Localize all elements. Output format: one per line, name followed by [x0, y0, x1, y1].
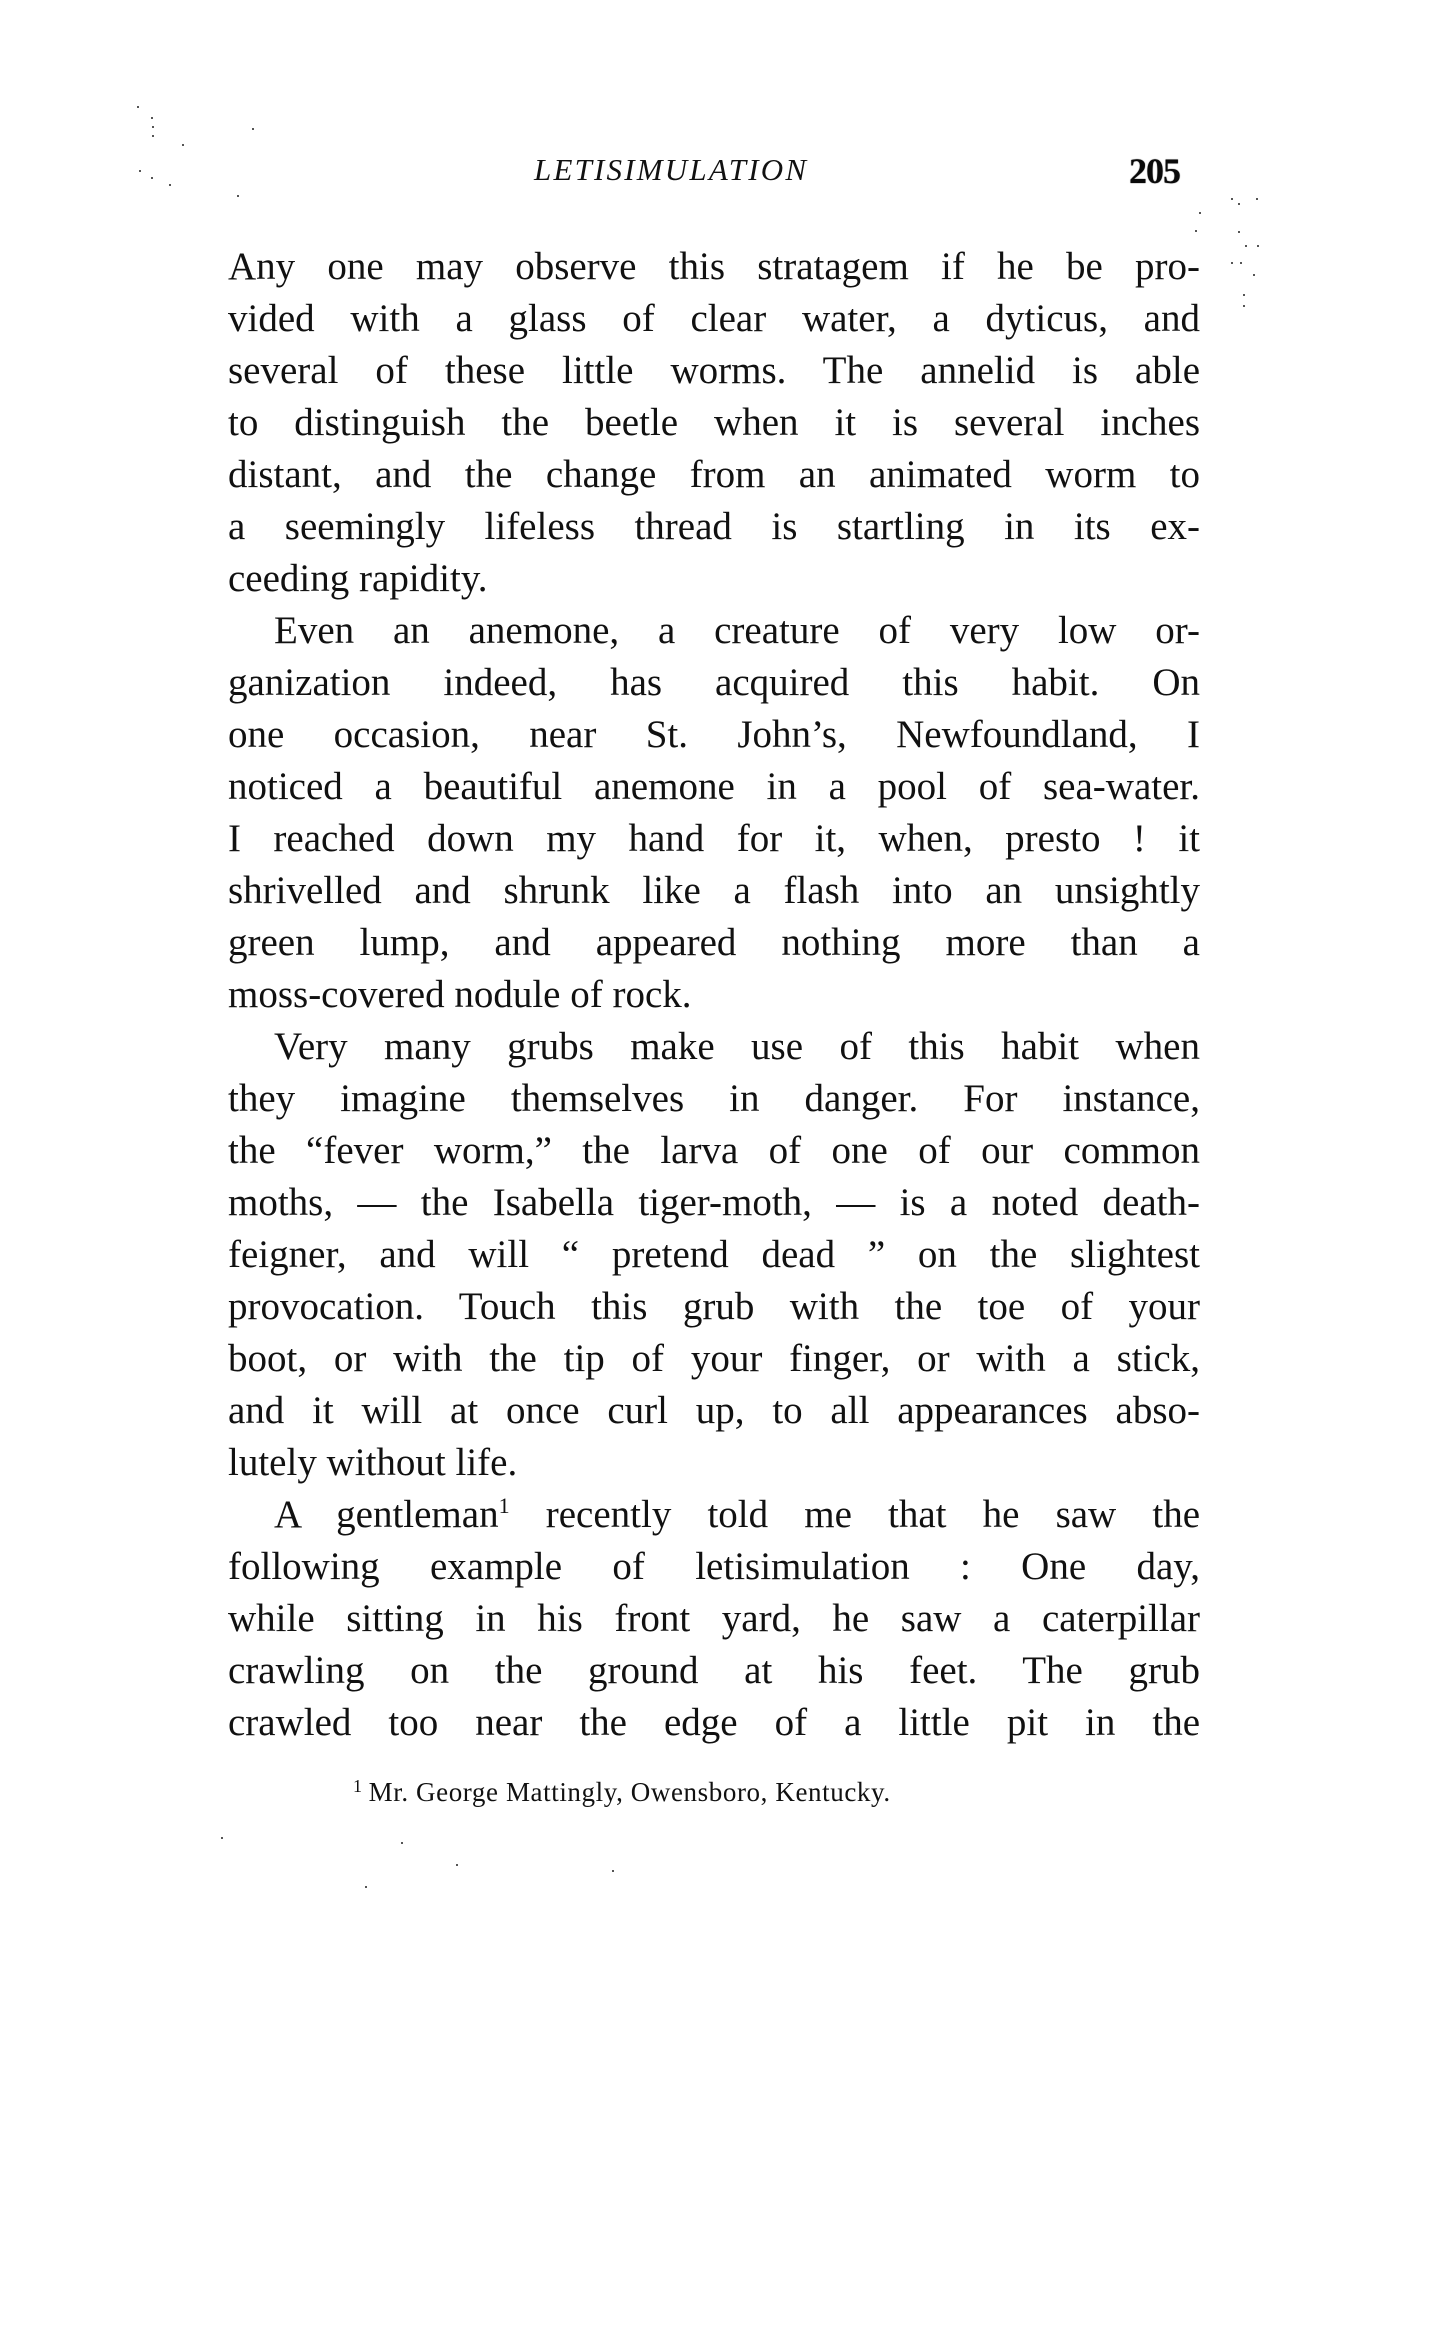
text-line: Even an anemone, a creature of very low or-: [274, 609, 1200, 652]
text-line: distant, and the change from an animated worm to: [228, 453, 1200, 496]
text-line: several of these little worms. The annelid is able: [228, 349, 1200, 392]
text-fragment: recently told me that he saw the: [509, 1493, 1201, 1536]
text-line: Very many grubs make use of this habit when: [274, 1025, 1200, 1068]
text-line: shrivelled and shrunk like a flash into an unsightly: [228, 869, 1200, 912]
text-line: moss-covered nodule of rock.: [228, 973, 692, 1016]
text-line: provocation. Touch this grub with the toe of your: [228, 1285, 1200, 1328]
footnote: [353, 1772, 891, 1812]
footnote-mark: 1: [353, 1776, 363, 1796]
text-line: vided with a glass of clear water, a dyticus, and: [228, 297, 1200, 340]
text-line: moths, — the Isabella tiger-moth, — is a noted death-: [228, 1181, 1200, 1224]
footnote-text: Mr. George Mattingly, Owensboro, Kentucky.: [368, 1777, 891, 1807]
text-line: one occasion, near St. John’s, Newfoundland, I: [228, 713, 1200, 756]
text-line: to distinguish the beetle when it is several inches: [228, 401, 1200, 444]
text-line: crawling on the ground at his feet. The grub: [228, 1649, 1200, 1692]
text-line: a seemingly lifeless thread is startling in its ex-: [228, 505, 1200, 548]
text-line: I reached down my hand for it, when, presto ! it: [228, 817, 1200, 860]
paragraph: [228, 241, 1200, 605]
text-line: [228, 1489, 1200, 1541]
running-title: LETISIMULATION: [534, 152, 809, 187]
page-number: 205: [1129, 151, 1180, 191]
body-text: [228, 241, 1200, 1749]
text-line: the “fever worm,” the larva of one of our common: [228, 1129, 1200, 1172]
text-line: and it will at once curl up, to all appearances abso-: [228, 1389, 1200, 1432]
text-line: noticed a beautiful anemone in a pool of sea-water.: [228, 765, 1200, 808]
text-line: feigner, and will “ pretend dead ” on the slightest: [228, 1233, 1200, 1276]
running-head: [228, 150, 1200, 200]
footnote-reference[interactable]: 1: [498, 1493, 510, 1518]
text-line: green lump, and appeared nothing more than a: [228, 921, 1200, 964]
text-line: crawled too near the edge of a little pit in the: [228, 1701, 1200, 1744]
paragraph: [228, 605, 1200, 1021]
text-line: following example of letisimulation : One day,: [228, 1545, 1200, 1588]
paragraph: [228, 1489, 1200, 1749]
text-fragment: A gentleman: [274, 1493, 499, 1536]
text-line: ganization indeed, has acquired this habit. On: [228, 661, 1200, 704]
text-line: boot, or with the tip of your finger, or with a stick,: [228, 1337, 1200, 1380]
text-line: while sitting in his front yard, he saw a caterpillar: [228, 1597, 1200, 1640]
text-line: Any one may observe this stratagem if he be pro-: [228, 245, 1200, 288]
text-line: they imagine themselves in danger. For instance,: [228, 1077, 1200, 1120]
text-line: ceeding rapidity.: [228, 557, 488, 600]
text-line: lutely without life.: [228, 1441, 518, 1484]
paragraph: [228, 1021, 1200, 1489]
